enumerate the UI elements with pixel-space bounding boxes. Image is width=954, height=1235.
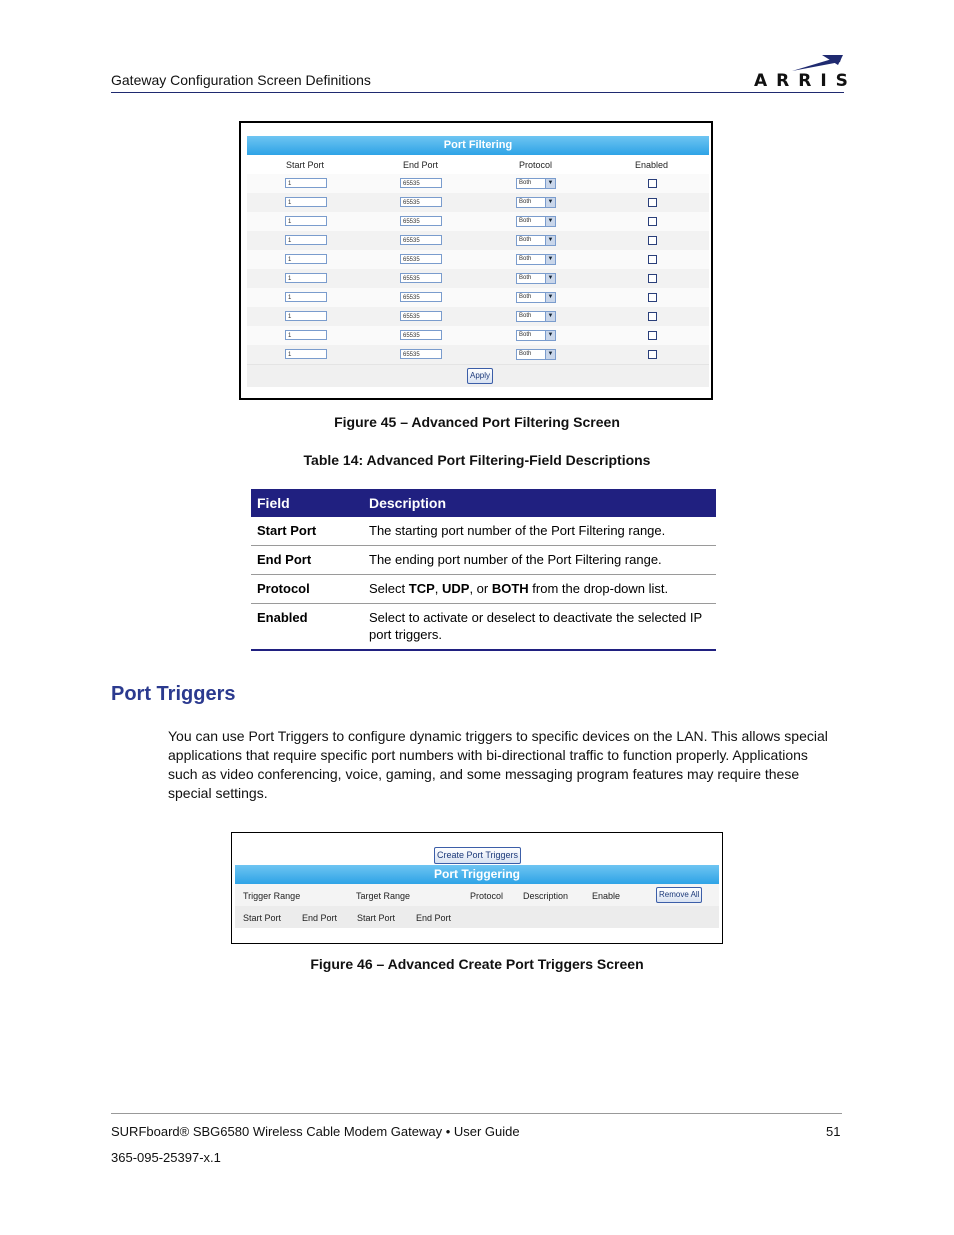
end-port-input[interactable]: 65535 bbox=[400, 216, 442, 226]
protocol-select[interactable] bbox=[516, 235, 556, 246]
th-field: Field bbox=[251, 489, 363, 517]
start-port-input[interactable]: 1 bbox=[285, 235, 327, 245]
start-port-input[interactable]: 1 bbox=[285, 273, 327, 283]
end-port-input[interactable]: 65535 bbox=[400, 178, 442, 188]
desc-text: Select bbox=[369, 581, 409, 596]
table-row bbox=[251, 517, 716, 546]
label-trigger-range: Trigger Range bbox=[243, 891, 301, 901]
desc-sep: , bbox=[434, 581, 442, 596]
label-enable: Enable bbox=[592, 891, 621, 901]
desc-both: BOTH bbox=[491, 581, 529, 596]
chevron-down-icon[interactable]: ▼ bbox=[545, 331, 555, 340]
end-port-input[interactable]: 65535 bbox=[400, 311, 442, 321]
field-descriptions-table bbox=[251, 489, 716, 651]
table-header-row bbox=[251, 489, 716, 517]
cell-field: Enabled bbox=[251, 604, 363, 651]
col-header-protocol: Protocol bbox=[519, 160, 553, 170]
protocol-value: Both bbox=[519, 218, 532, 224]
protocol-value: Both bbox=[519, 180, 532, 186]
start-port-input[interactable]: 1 bbox=[285, 330, 327, 340]
cell-field: Protocol bbox=[251, 575, 363, 604]
header-rule bbox=[111, 92, 844, 93]
start-port-input[interactable]: 1 bbox=[285, 216, 327, 226]
label-target-end-port: End Port bbox=[416, 913, 452, 923]
label-protocol: Protocol bbox=[470, 891, 504, 901]
running-header: Gateway Configuration Screen Definitions bbox=[111, 72, 371, 88]
protocol-select[interactable] bbox=[516, 197, 556, 208]
table-row bbox=[251, 546, 716, 575]
trigger-subheader-row bbox=[235, 906, 719, 928]
table-row bbox=[247, 174, 709, 194]
protocol-value: Both bbox=[519, 256, 532, 262]
enabled-checkbox[interactable] bbox=[648, 293, 657, 302]
port-filtering-screenshot bbox=[239, 121, 713, 400]
label-description: Description bbox=[523, 891, 569, 901]
protocol-value: Both bbox=[519, 332, 532, 338]
protocol-select[interactable] bbox=[516, 330, 556, 341]
remove-all-button[interactable]: Remove All bbox=[656, 887, 702, 903]
desc-tcp: TCP bbox=[408, 581, 435, 596]
enabled-checkbox[interactable] bbox=[648, 331, 657, 340]
enabled-checkbox[interactable] bbox=[648, 236, 657, 245]
col-header-end-port: End Port bbox=[403, 160, 439, 170]
create-port-triggers-button[interactable]: Create Port Triggers bbox=[434, 847, 521, 864]
figure-46-caption: Figure 46 – Advanced Create Port Triggers Screen bbox=[310, 956, 644, 972]
start-port-input[interactable]: 1 bbox=[285, 349, 327, 359]
protocol-select[interactable] bbox=[516, 311, 556, 322]
label-target-start-port: Start Port bbox=[357, 913, 396, 923]
start-port-input[interactable]: 1 bbox=[285, 311, 327, 321]
start-port-input[interactable]: 1 bbox=[285, 197, 327, 207]
col-header-enabled: Enabled bbox=[635, 160, 669, 170]
protocol-value: Both bbox=[519, 351, 532, 357]
protocol-select[interactable] bbox=[516, 254, 556, 265]
footer-product: SURFboard® SBG6580 Wireless Cable Modem Gateway • User Guide bbox=[111, 1124, 520, 1139]
table-row bbox=[247, 231, 709, 251]
label-trigger-start-port: Start Port bbox=[243, 913, 282, 923]
document-number: 365-095-25397-x.1 bbox=[111, 1150, 221, 1165]
label-target-range: Target Range bbox=[356, 891, 411, 901]
table-row bbox=[247, 288, 709, 308]
protocol-value: Both bbox=[519, 199, 532, 205]
enabled-checkbox[interactable] bbox=[648, 217, 657, 226]
desc-text: from the drop-down list. bbox=[528, 581, 669, 596]
col-header-start-port: Start Port bbox=[286, 160, 325, 170]
footer-rule bbox=[111, 1113, 842, 1114]
figure-45-caption: Figure 45 – Advanced Port Filtering Screen bbox=[334, 414, 620, 430]
chevron-down-icon[interactable]: ▼ bbox=[545, 236, 555, 245]
protocol-select[interactable] bbox=[516, 292, 556, 303]
th-description: Description bbox=[363, 489, 716, 517]
logo-text: ARRIS bbox=[754, 71, 857, 91]
apply-row bbox=[247, 365, 709, 387]
label-trigger-end-port: End Port bbox=[302, 913, 338, 923]
enabled-checkbox[interactable] bbox=[648, 350, 657, 359]
chevron-down-icon[interactable]: ▼ bbox=[545, 217, 555, 226]
cell-field: End Port bbox=[251, 546, 363, 575]
enabled-checkbox[interactable] bbox=[648, 179, 657, 188]
table-row bbox=[251, 604, 716, 651]
start-port-input[interactable]: 1 bbox=[285, 292, 327, 302]
protocol-select[interactable] bbox=[516, 216, 556, 227]
end-port-input[interactable]: 65535 bbox=[400, 197, 442, 207]
table-14-title: Table 14: Advanced Port Filtering-Field Descriptions bbox=[303, 452, 651, 468]
table-row bbox=[247, 250, 709, 270]
cell-description: The ending port number of the Port Filtering range. bbox=[363, 546, 716, 575]
cell-description: The starting port number of the Port Filtering range. bbox=[363, 517, 716, 546]
chevron-down-icon[interactable]: ▼ bbox=[545, 312, 555, 321]
protocol-select[interactable] bbox=[516, 273, 556, 284]
desc-udp: UDP bbox=[441, 581, 470, 596]
desc-sep: , or bbox=[469, 581, 492, 596]
cell-description bbox=[363, 575, 716, 604]
table-row bbox=[247, 269, 709, 289]
enabled-checkbox[interactable] bbox=[648, 255, 657, 264]
end-port-input[interactable]: 65535 bbox=[400, 349, 442, 359]
start-port-input[interactable]: 1 bbox=[285, 254, 327, 264]
table-row bbox=[247, 326, 709, 346]
section-paragraph: You can use Port Triggers to configure dynamic triggers to specific devices on the LAN. This allows special applications that require specific port numbers with bi-directional traffic to function properly. Applications such as video conferencing, voice, gaming, and some messaging program features may require these special settings. bbox=[168, 728, 828, 801]
end-port-input[interactable]: 65535 bbox=[400, 254, 442, 264]
arris-logo bbox=[752, 53, 857, 91]
protocol-select[interactable] bbox=[516, 349, 556, 360]
section-heading: Port Triggers bbox=[111, 683, 236, 705]
port-triggering-title-bar: Port Triggering bbox=[235, 865, 719, 884]
end-port-input[interactable]: 65535 bbox=[400, 235, 442, 245]
logo-swoosh-icon bbox=[752, 53, 846, 73]
chevron-down-icon[interactable]: ▼ bbox=[545, 198, 555, 207]
chevron-down-icon[interactable]: ▼ bbox=[545, 350, 555, 359]
table-row bbox=[247, 345, 709, 365]
enabled-checkbox[interactable] bbox=[648, 312, 657, 321]
protocol-select[interactable] bbox=[516, 178, 556, 189]
chevron-down-icon[interactable]: ▼ bbox=[545, 255, 555, 264]
chevron-down-icon[interactable]: ▼ bbox=[545, 274, 555, 283]
cell-field: Start Port bbox=[251, 517, 363, 546]
protocol-value: Both bbox=[519, 313, 532, 319]
table-row bbox=[247, 307, 709, 327]
protocol-value: Both bbox=[519, 294, 532, 300]
port-triggers-screenshot bbox=[231, 832, 723, 944]
cell-description: Select to activate or deselect to deactivate the selected IP port triggers. bbox=[363, 604, 716, 651]
end-port-input[interactable]: 65535 bbox=[400, 292, 442, 302]
table-row bbox=[247, 193, 709, 213]
protocol-value: Both bbox=[519, 237, 532, 243]
enabled-checkbox[interactable] bbox=[648, 198, 657, 207]
chevron-down-icon[interactable]: ▼ bbox=[545, 179, 555, 188]
port-filtering-title-bar: Port Filtering bbox=[247, 136, 709, 155]
table-row bbox=[247, 212, 709, 232]
end-port-input[interactable]: 65535 bbox=[400, 273, 442, 283]
end-port-input[interactable]: 65535 bbox=[400, 330, 442, 340]
table-row bbox=[251, 575, 716, 604]
start-port-input[interactable]: 1 bbox=[285, 178, 327, 188]
enabled-checkbox[interactable] bbox=[648, 274, 657, 283]
page-number: 51 bbox=[826, 1124, 841, 1139]
apply-button[interactable]: Apply bbox=[467, 368, 493, 384]
chevron-down-icon[interactable]: ▼ bbox=[545, 293, 555, 302]
trigger-header-row bbox=[235, 884, 719, 906]
protocol-value: Both bbox=[519, 275, 532, 281]
